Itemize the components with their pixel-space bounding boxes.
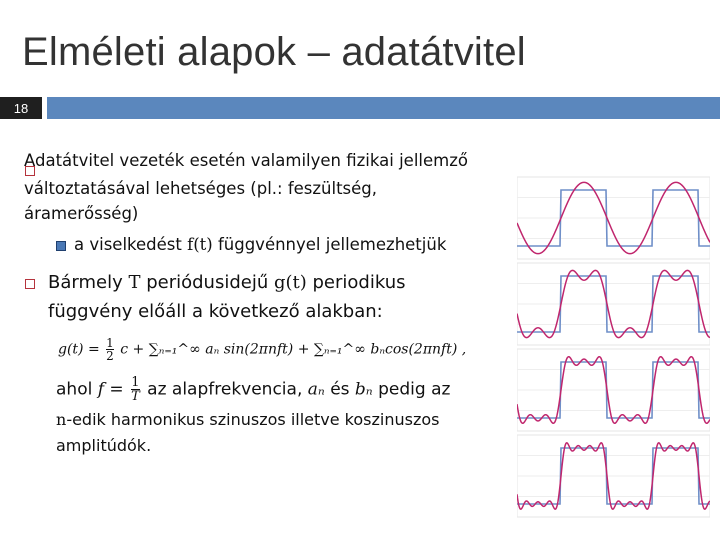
- bullet-2-line-2: függvény előáll a következő alakban:: [48, 301, 383, 322]
- fourier-square-wave-figure: [517, 176, 710, 520]
- fourier-panel: [517, 263, 710, 345]
- bullet-2-line-5: amplitúdók.: [56, 436, 152, 455]
- bullet-2-line-1: Bármely T periódusidejű g(t) periodikus: [48, 272, 406, 293]
- sub-bullet-marker: [56, 241, 66, 251]
- bullet-2-line-3: ahol f = $\frac{1}{T}$ az alapfrekvencia, aₙ és bₙ pedig az: [56, 375, 451, 404]
- fraction-one-over-T: $\frac{1}{T}$: [131, 375, 140, 404]
- slide-number: 18: [0, 97, 42, 119]
- bullet-2-line-4: n-edik harmonikus szinuszos illetve koszinuszos: [56, 410, 440, 429]
- fourier-panel: [517, 435, 710, 517]
- bullet-1-line-2: változtatásával lehetséges (pl.: feszültség,: [24, 179, 378, 198]
- fourier-panel: [517, 177, 710, 259]
- fraction-one-half: $\frac{1}{2}$: [106, 336, 114, 363]
- fourier-svg: [517, 176, 710, 520]
- bullet-marker: [25, 279, 35, 289]
- bullet-1-line-3: áramerősség): [24, 204, 139, 223]
- fourier-panel: [517, 349, 710, 431]
- bullet-1-line-1: Adatátvitel vezeték esetén valamilyen fizikai jellemző: [24, 151, 468, 170]
- slide-title: Elméleti alapok – adatátvitel: [22, 30, 526, 74]
- fourier-formula: g(t) = $\frac{1}{2}$ c + ∑ₙ₌₁^∞ aₙ sin(2πnft) + ∑ₙ₌₁^∞ bₙcos(2πnft) ,: [58, 336, 467, 363]
- sub-bullet-1: a viselkedést f(t) függvénnyel jellemezhetjük: [74, 235, 447, 254]
